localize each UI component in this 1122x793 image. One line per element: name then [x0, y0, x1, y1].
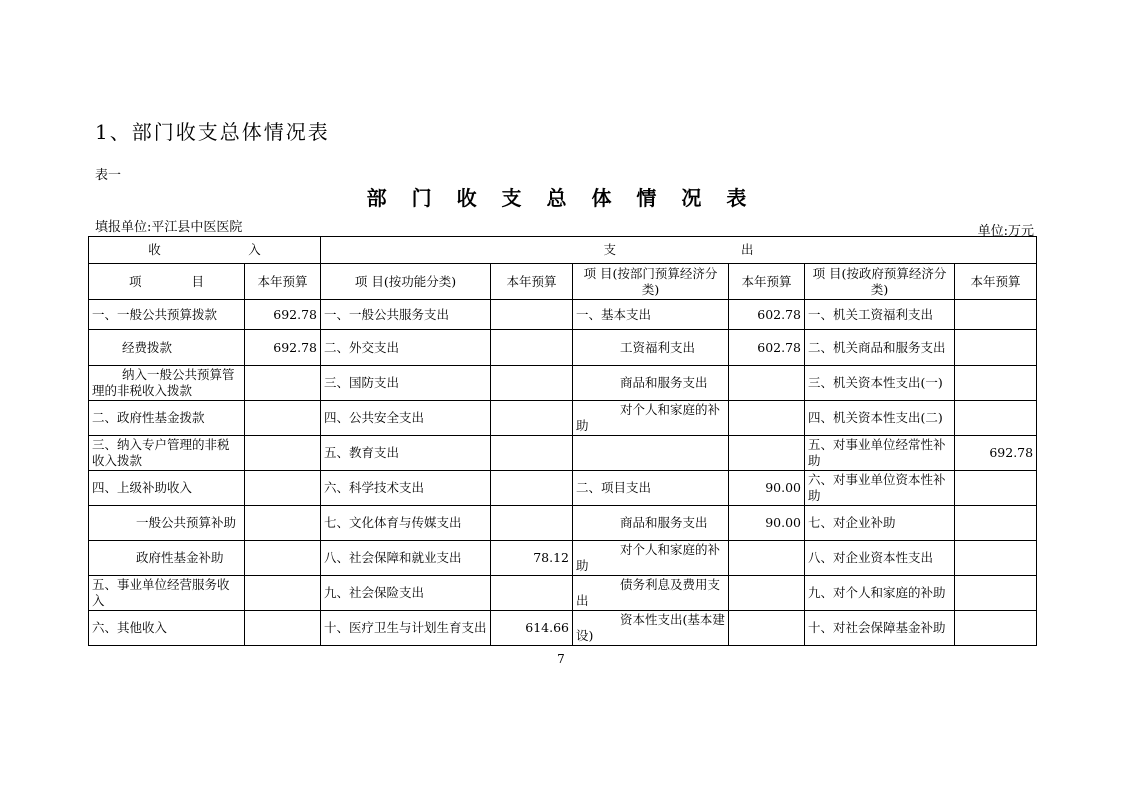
header-row-2 [89, 264, 1037, 300]
func-item: 八、社会保障和就业支出 [321, 541, 491, 576]
income-value [245, 436, 321, 471]
gov-value [955, 576, 1037, 611]
gov-value [955, 611, 1037, 646]
func-item: 十、医疗卫生与计划生育支出 [321, 611, 491, 646]
dept-item: 二、项目支出 [573, 471, 729, 506]
table-label: 表一 [95, 168, 122, 183]
func-item: 三、国防支出 [321, 366, 491, 401]
income-item: 五、事业单位经营服务收入 [89, 576, 245, 611]
gov-item: 三、机关资本性支出(一) [805, 366, 955, 401]
func-item-header: 项 目(按功能分类) [321, 264, 491, 300]
table-row [89, 300, 1037, 330]
income-item: 经费拨款 [89, 330, 245, 366]
gov-value [955, 401, 1037, 436]
budget-table [88, 236, 1037, 646]
income-value [245, 611, 321, 646]
header-row-1 [89, 237, 1037, 264]
income-header: 收 入 [89, 237, 321, 264]
table-row [89, 506, 1037, 541]
income-item: 三、纳入专户管理的非税收入拨款 [89, 436, 245, 471]
dept-item-header: 项 目(按部门预算经济分类) [573, 264, 729, 300]
func-value [491, 471, 573, 506]
table-title: 部 门 收 支 总 体 情 况 表 [366, 186, 756, 210]
income-value [245, 576, 321, 611]
gov-value [955, 300, 1037, 330]
gov-item: 一、机关工资福利支出 [805, 300, 955, 330]
func-value [491, 506, 573, 541]
dept-item: 对个人和家庭的补助 [573, 541, 729, 576]
income-value [245, 506, 321, 541]
dept-value [729, 541, 805, 576]
dept-value: 90.00 [729, 506, 805, 541]
income-value [245, 541, 321, 576]
income-value: 692.78 [245, 300, 321, 330]
income-item-header: 项 目 [89, 264, 245, 300]
func-value [491, 401, 573, 436]
func-value [491, 300, 573, 330]
reporting-unit: 填报单位:平江县中医医院 [95, 220, 243, 235]
income-item: 一般公共预算补助 [89, 506, 245, 541]
gov-item: 八、对企业资本性支出 [805, 541, 955, 576]
gov-item: 六、对事业单位资本性补助 [805, 471, 955, 506]
table-row [89, 471, 1037, 506]
table-row [89, 436, 1037, 471]
dept-value [729, 611, 805, 646]
dept-budget-header: 本年预算 [729, 264, 805, 300]
income-item: 二、政府性基金拨款 [89, 401, 245, 436]
dept-item [573, 436, 729, 471]
dept-value: 602.78 [729, 300, 805, 330]
func-item: 六、科学技术支出 [321, 471, 491, 506]
gov-item: 七、对企业补助 [805, 506, 955, 541]
gov-budget-header: 本年预算 [955, 264, 1037, 300]
gov-item: 二、机关商品和服务支出 [805, 330, 955, 366]
dept-value: 602.78 [729, 330, 805, 366]
dept-item: 对个人和家庭的补助 [573, 401, 729, 436]
gov-item-header: 项 目(按政府预算经济分类) [805, 264, 955, 300]
gov-value [955, 330, 1037, 366]
income-value: 692.78 [245, 330, 321, 366]
gov-item: 十、对社会保障基金补助 [805, 611, 955, 646]
income-item: 四、上级补助收入 [89, 471, 245, 506]
gov-value: 692.78 [955, 436, 1037, 471]
func-item: 九、社会保险支出 [321, 576, 491, 611]
gov-value [955, 471, 1037, 506]
func-item: 一、一般公共服务支出 [321, 300, 491, 330]
dept-value [729, 436, 805, 471]
gov-item: 九、对个人和家庭的补助 [805, 576, 955, 611]
func-item: 七、文化体育与传媒支出 [321, 506, 491, 541]
gov-value [955, 366, 1037, 401]
income-value [245, 401, 321, 436]
dept-item: 一、基本支出 [573, 300, 729, 330]
table-row [89, 330, 1037, 366]
table-row [89, 576, 1037, 611]
dept-value: 90.00 [729, 471, 805, 506]
func-value: 78.12 [491, 541, 573, 576]
income-item: 一、一般公共预算拨款 [89, 300, 245, 330]
dept-value [729, 401, 805, 436]
func-value [491, 576, 573, 611]
dept-item: 工资福利支出 [573, 330, 729, 366]
func-value [491, 330, 573, 366]
gov-item: 五、对事业单位经常性补助 [805, 436, 955, 471]
income-item: 政府性基金补助 [89, 541, 245, 576]
dept-value [729, 366, 805, 401]
dept-item: 债务利息及费用支出 [573, 576, 729, 611]
income-value [245, 366, 321, 401]
table-row [89, 401, 1037, 436]
func-value [491, 436, 573, 471]
func-value [491, 366, 573, 401]
income-item: 纳入一般公共预算管理的非税收入拨款 [89, 366, 245, 401]
gov-value [955, 506, 1037, 541]
income-value [245, 471, 321, 506]
func-item: 二、外交支出 [321, 330, 491, 366]
expenditure-header: 支 出 [321, 237, 1037, 264]
income-budget-header: 本年预算 [245, 264, 321, 300]
func-budget-header: 本年预算 [491, 264, 573, 300]
dept-item: 商品和服务支出 [573, 366, 729, 401]
dept-item: 资本性支出(基本建设) [573, 611, 729, 646]
func-item: 四、公共安全支出 [321, 401, 491, 436]
page-heading: 1、部门收支总体情况表 [95, 120, 330, 144]
dept-item: 商品和服务支出 [573, 506, 729, 541]
table-row [89, 366, 1037, 401]
page-number: 7 [557, 652, 565, 666]
gov-value [955, 541, 1037, 576]
func-item: 五、教育支出 [321, 436, 491, 471]
gov-item: 四、机关资本性支出(二) [805, 401, 955, 436]
currency-unit: 单位:万元 [977, 224, 1034, 239]
dept-value [729, 576, 805, 611]
func-value: 614.66 [491, 611, 573, 646]
table-row [89, 611, 1037, 646]
income-item: 六、其他收入 [89, 611, 245, 646]
table-row [89, 541, 1037, 576]
